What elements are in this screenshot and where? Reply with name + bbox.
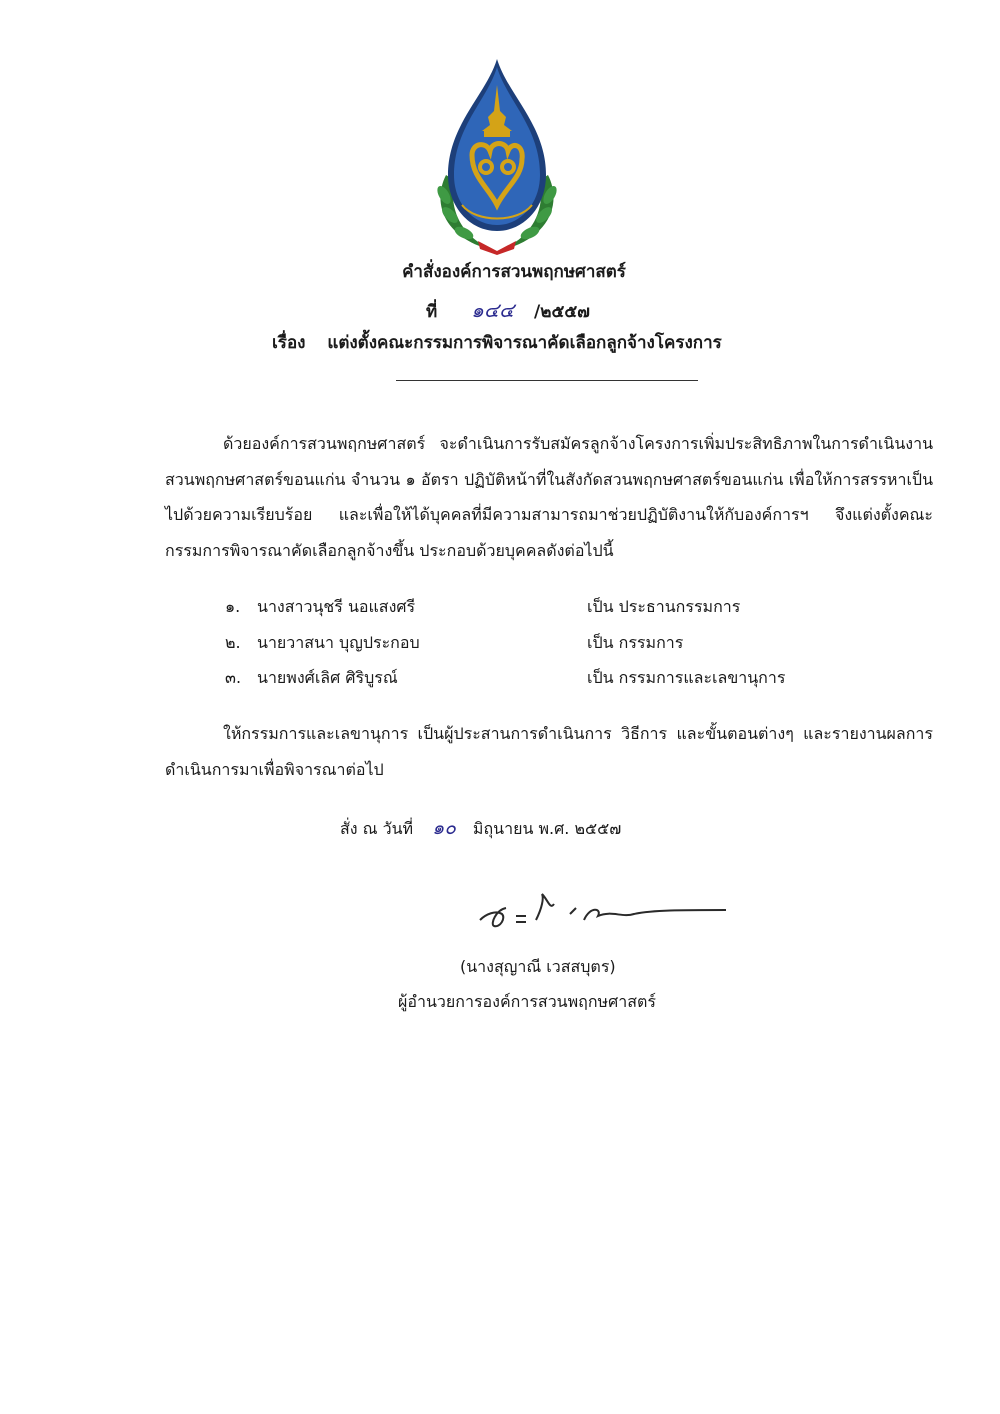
list-item <box>225 592 845 628</box>
committee-member-list <box>225 592 845 699</box>
list-item <box>225 628 845 664</box>
member-role: เป็น กรรมการและเลขานุการ <box>587 668 786 687</box>
signer-name: (นางสุญาณี เวสสบุตร) <box>460 957 616 976</box>
member-name: นางสาวนุชรี นอแสงศรี <box>257 597 416 616</box>
order-number-value: ๑๔๔ <box>471 298 515 322</box>
member-number: ๓. <box>225 668 242 687</box>
order-number-line <box>426 294 590 326</box>
subject-label: เรื่อง <box>272 333 306 353</box>
order-title: คำสั่งองค์การสวนพฤกษศาสตร์ <box>402 262 626 282</box>
seal-emblem-icon <box>426 55 568 255</box>
body-paragraph-1: ด้วยองค์การสวนพฤกษศาสตร์ จะดำเนินการรับสมัครลูกจ้างโครงการเพิ่มประสิทธิภาพในการดำเนินงานสวนพฤกษศาสตร์ขอนแก่น จำนวน ๑ อัตรา ปฏิบัติหน้าที่ในสังกัดสวนพฤกษศาสตร์ขอนแก่น เพื่อให้การสรรหาเป็นไปด้วยความเรียบร้อย และเพื่อให้ได้บุคคลที่มีความสามารถมาช่วยปฏิบัติงานให้กับองค์การฯ จึงแต่งตั้งคณะกรรมการพิจารณาคัดเลือกลูกจ้างขึ้น ประกอบด้วยบุคคลดังต่อไปนี้ <box>165 434 933 560</box>
list-item <box>225 663 845 699</box>
header-divider <box>396 380 698 381</box>
order-number-label: ที่ <box>426 302 438 322</box>
body-paragraph-2: ให้กรรมการและเลขานุการ เป็นผู้ประสานการดำเนินการ วิธีการ และขั้นตอนต่างๆ และรายงานผลการดำเนินการมาเพื่อพิจารณาต่อไป <box>165 724 933 779</box>
member-number: ๑. <box>225 597 241 616</box>
subject-text: แต่งตั้งคณะกรรมการพิจารณาคัดเลือกลูกจ้างโครงการ <box>327 333 722 353</box>
member-role: เป็น กรรมการ <box>587 632 684 652</box>
organization-seal-logo <box>426 55 568 255</box>
date-month-year: มิถุนายน พ.ศ. ๒๕๕๗ <box>472 819 622 838</box>
member-role: เป็น ประธานกรรมการ <box>587 597 741 616</box>
date-day: ๑๐ <box>432 817 456 839</box>
member-name: นายพงศ์เลิศ ศิริบูรณ์ <box>257 668 398 687</box>
order-subject-line <box>272 329 722 356</box>
signature-icon <box>472 880 732 940</box>
order-number-year: /๒๕๕๗ <box>534 302 590 322</box>
member-number: ๒. <box>225 632 241 652</box>
member-name: นายวาสนา บุญประกอบ <box>257 632 420 652</box>
order-date-line <box>340 813 621 843</box>
signer-position: ผู้อำนวยการองค์การสวนพฤกษศาสตร์ <box>398 992 656 1011</box>
handwritten-signature <box>472 880 732 940</box>
date-prefix: สั่ง ณ วันที่ <box>340 819 414 838</box>
